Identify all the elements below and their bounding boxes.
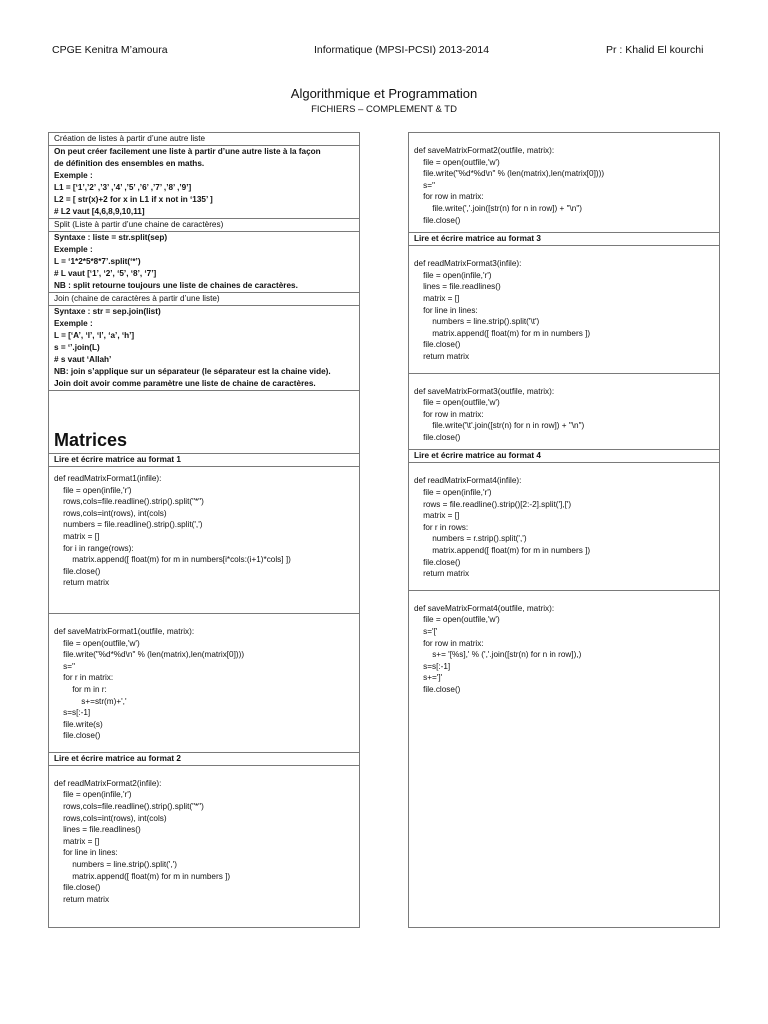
- code-line: file.close(): [414, 215, 461, 225]
- section-title: Lire et écrire matrice au format 1: [54, 455, 181, 464]
- left-column: [48, 132, 360, 928]
- code-line: file = open(infile,'r'): [414, 488, 492, 498]
- code-line: for row in matrix:: [414, 638, 484, 648]
- code-line: for row in matrix:: [414, 192, 484, 202]
- code-line: file = open(outfile,'w'): [414, 157, 500, 167]
- code-line: def readMatrixFormat4(infile):: [414, 476, 522, 486]
- code-save-format2: [409, 133, 719, 233]
- text-line: # L vaut [‘1’, ‘2’, ‘5’, ‘8’, ‘7’]: [54, 269, 157, 278]
- code-line: return matrix: [414, 351, 470, 361]
- code-line: file.write("%d*%d\n" % (len(matrix),len(matrix[0]))): [54, 650, 245, 660]
- section-format2: [49, 753, 359, 766]
- code-line: for m in r:: [54, 684, 107, 694]
- code-line: return matrix: [414, 569, 470, 579]
- section-matrices: [49, 391, 359, 454]
- section-list-creation: [49, 133, 359, 146]
- code-line: s='[': [414, 627, 438, 636]
- text-line: L2 = [ str(x)+2 for x in L1 if x not in ‘135’ ]: [54, 195, 213, 204]
- code-line: s=s[:-1]: [54, 708, 91, 718]
- code-line: file.close(): [54, 731, 101, 741]
- code-line: numbers = line.strip().split(','): [54, 860, 178, 870]
- section-title: Split (Liste à partir d’une chaine de caractères): [54, 220, 224, 229]
- code-line: file = open(outfile,'w'): [414, 615, 500, 625]
- code-line: return matrix: [54, 894, 110, 904]
- code-line: s+= '[%s],' % (','.join([str(n) for n in row]),): [414, 650, 582, 660]
- code-line: file = open(outfile,'w'): [414, 398, 500, 408]
- code-line: for r in matrix:: [54, 673, 114, 683]
- section-format3: [409, 233, 719, 246]
- section-title: Lire et écrire matrice au format 2: [54, 753, 181, 763]
- code-line: s='': [54, 661, 76, 671]
- code-line: lines = file.readlines(): [414, 282, 501, 292]
- code-line: def readMatrixFormat1(infile):: [54, 474, 162, 483]
- code-line: matrix.append([ float(m) for m in numbers ]): [54, 871, 231, 881]
- code-line: def readMatrixFormat3(infile):: [414, 259, 522, 269]
- code-line: s='': [414, 180, 436, 190]
- code-line: for row in matrix:: [414, 409, 484, 419]
- section-format1: [49, 454, 359, 467]
- section-list-creation-body: [49, 146, 359, 219]
- text-line: Join doit avoir comme paramètre une liste de chaine de caractères.: [54, 379, 316, 388]
- code-line: file.write("%d*%d\n" % (len(matrix),len(matrix[0]))): [414, 169, 605, 179]
- code-line: matrix = []: [54, 531, 100, 541]
- code-line: file.write(','.join([str(n) for n in row]) + "\n"): [414, 203, 582, 213]
- section-split: [49, 219, 359, 232]
- code-line: numbers = line.strip().split('\t'): [414, 317, 540, 327]
- code-line: matrix = []: [414, 293, 460, 303]
- matrices-heading: Matrices: [54, 430, 128, 450]
- code-save-format4: [409, 591, 719, 702]
- code-read-format3: [409, 246, 719, 373]
- code-line: for line in lines:: [54, 848, 118, 858]
- code-line: file.close(): [414, 684, 461, 694]
- code-line: rows = file.readline().strip()[2:-2].split('],['): [414, 499, 572, 509]
- code-line: s+=str(m)+',': [54, 696, 127, 706]
- text-line: # L2 vaut [4,6,8,9,10,11]: [54, 207, 145, 216]
- code-line: numbers = file.readline().strip().split(','): [54, 520, 203, 530]
- text-line: Syntaxe : str = sep.join(list): [54, 307, 161, 316]
- code-line: rows,cols=int(rows), int(cols): [54, 813, 167, 823]
- text-line: Syntaxe : liste = str.split(sep): [54, 233, 168, 242]
- header-center: Informatique (MPSI-PCSI) 2013-2014: [314, 44, 490, 56]
- code-line: lines = file.readlines(): [54, 825, 141, 835]
- code-save-format3: [409, 374, 719, 451]
- code-line: matrix.append([ float(m) for m in numbers ]): [414, 328, 591, 338]
- text-line: NB: join s’applique sur un séparateur (le séparateur est la chaine vide).: [54, 367, 331, 376]
- code-line: file.close(): [414, 432, 461, 442]
- code-line: for i in range(rows):: [54, 543, 134, 553]
- code-line: file.close(): [414, 340, 461, 350]
- code-line: matrix = []: [414, 511, 460, 521]
- code-line: file.close(): [414, 557, 461, 567]
- section-join-body: [49, 306, 359, 391]
- code-line: def saveMatrixFormat1(outfile, matrix):: [54, 626, 195, 636]
- text-line: # s vaut ‘Allah’: [54, 355, 112, 364]
- code-line: file.write('\t'.join([str(n) for n in row]) + "\n"): [414, 421, 585, 431]
- code-line: def readMatrixFormat2(infile):: [54, 778, 162, 788]
- code-line: rows,cols=int(rows), int(cols): [54, 508, 167, 518]
- code-line: file.close(): [54, 566, 101, 576]
- code-line: file.close(): [54, 883, 101, 893]
- code-line: file = open(infile,'r'): [414, 270, 492, 280]
- section-title: Lire et écrire matrice au format 3: [414, 234, 541, 244]
- code-line: def saveMatrixFormat3(outfile, matrix):: [414, 386, 555, 396]
- code-line: rows,cols=file.readline().strip().split("*"): [54, 802, 204, 812]
- code-line: return matrix: [54, 578, 110, 588]
- code-line: def saveMatrixFormat2(outfile, matrix):: [414, 146, 555, 155]
- text-line: Exemple :: [54, 319, 93, 328]
- code-line: for r in rows:: [414, 522, 469, 532]
- right-column: [408, 132, 720, 928]
- header-left: CPGE Kenitra M’amoura: [52, 44, 168, 56]
- code-line: for line in lines:: [414, 305, 478, 315]
- text-line: Exemple :: [54, 171, 93, 180]
- code-read-format1: [49, 467, 359, 614]
- code-line: def saveMatrixFormat4(outfile, matrix):: [414, 603, 555, 613]
- code-line: file.write(s): [54, 719, 103, 729]
- section-title: Lire et écrire matrice au format 4: [414, 451, 541, 461]
- code-line: s=s[:-1]: [414, 661, 451, 671]
- code-read-format2: [49, 766, 359, 912]
- page-title: Algorithmique et Programmation: [290, 86, 478, 101]
- text-line: L = [‘A’, ‘l’, ‘l’, ‘a’, ‘h’]: [54, 331, 135, 340]
- code-line: matrix.append([ float(m) for m in numbers[i*cols:(i+1)*cols] ]): [54, 555, 291, 565]
- code-line: numbers = r.strip().split(','): [414, 534, 527, 544]
- page-subtitle: FICHIERS – COMPLEMENT & TD: [311, 104, 457, 115]
- code-line: file = open(infile,'r'): [54, 485, 132, 495]
- code-line: matrix = []: [54, 836, 100, 846]
- section-format4: [409, 450, 719, 463]
- text-line: Exemple :: [54, 245, 93, 254]
- code-line: file = open(infile,'r'): [54, 790, 132, 800]
- code-line: rows,cols=file.readline().strip().split("*"): [54, 497, 204, 507]
- section-split-body: [49, 232, 359, 293]
- section-title: Création de listes à partir d’une autre liste: [54, 134, 206, 143]
- text-line: L = ‘1*2*5*8*7’.split(‘*’): [54, 257, 141, 266]
- section-title: Join (chaine de caractères à partir d’une liste): [54, 294, 220, 303]
- code-save-format1: [49, 614, 359, 753]
- code-line: file = open(outfile,'w'): [54, 638, 140, 648]
- code-line: matrix.append([ float(m) for m in numbers ]): [414, 546, 591, 556]
- text-line: de définition des ensembles en maths.: [54, 159, 205, 168]
- code-read-format4: [409, 463, 719, 590]
- code-line: s+=']': [414, 673, 443, 683]
- header-right: Pr : Khalid El kourchi: [606, 44, 704, 56]
- text-line: L1 = [‘1’,’2’ ,’3’ ,’4’ ,’5’ ,’6’ ,’7’ ,’8’ ,’9’]: [54, 183, 192, 192]
- text-line: NB : split retourne toujours une liste de chaines de caractères.: [54, 281, 298, 290]
- text-line: On peut créer facilement une liste à partir d’une autre liste à la façon: [54, 147, 321, 156]
- text-line: s = ‘’.join(L): [54, 343, 100, 352]
- section-join: [49, 293, 359, 306]
